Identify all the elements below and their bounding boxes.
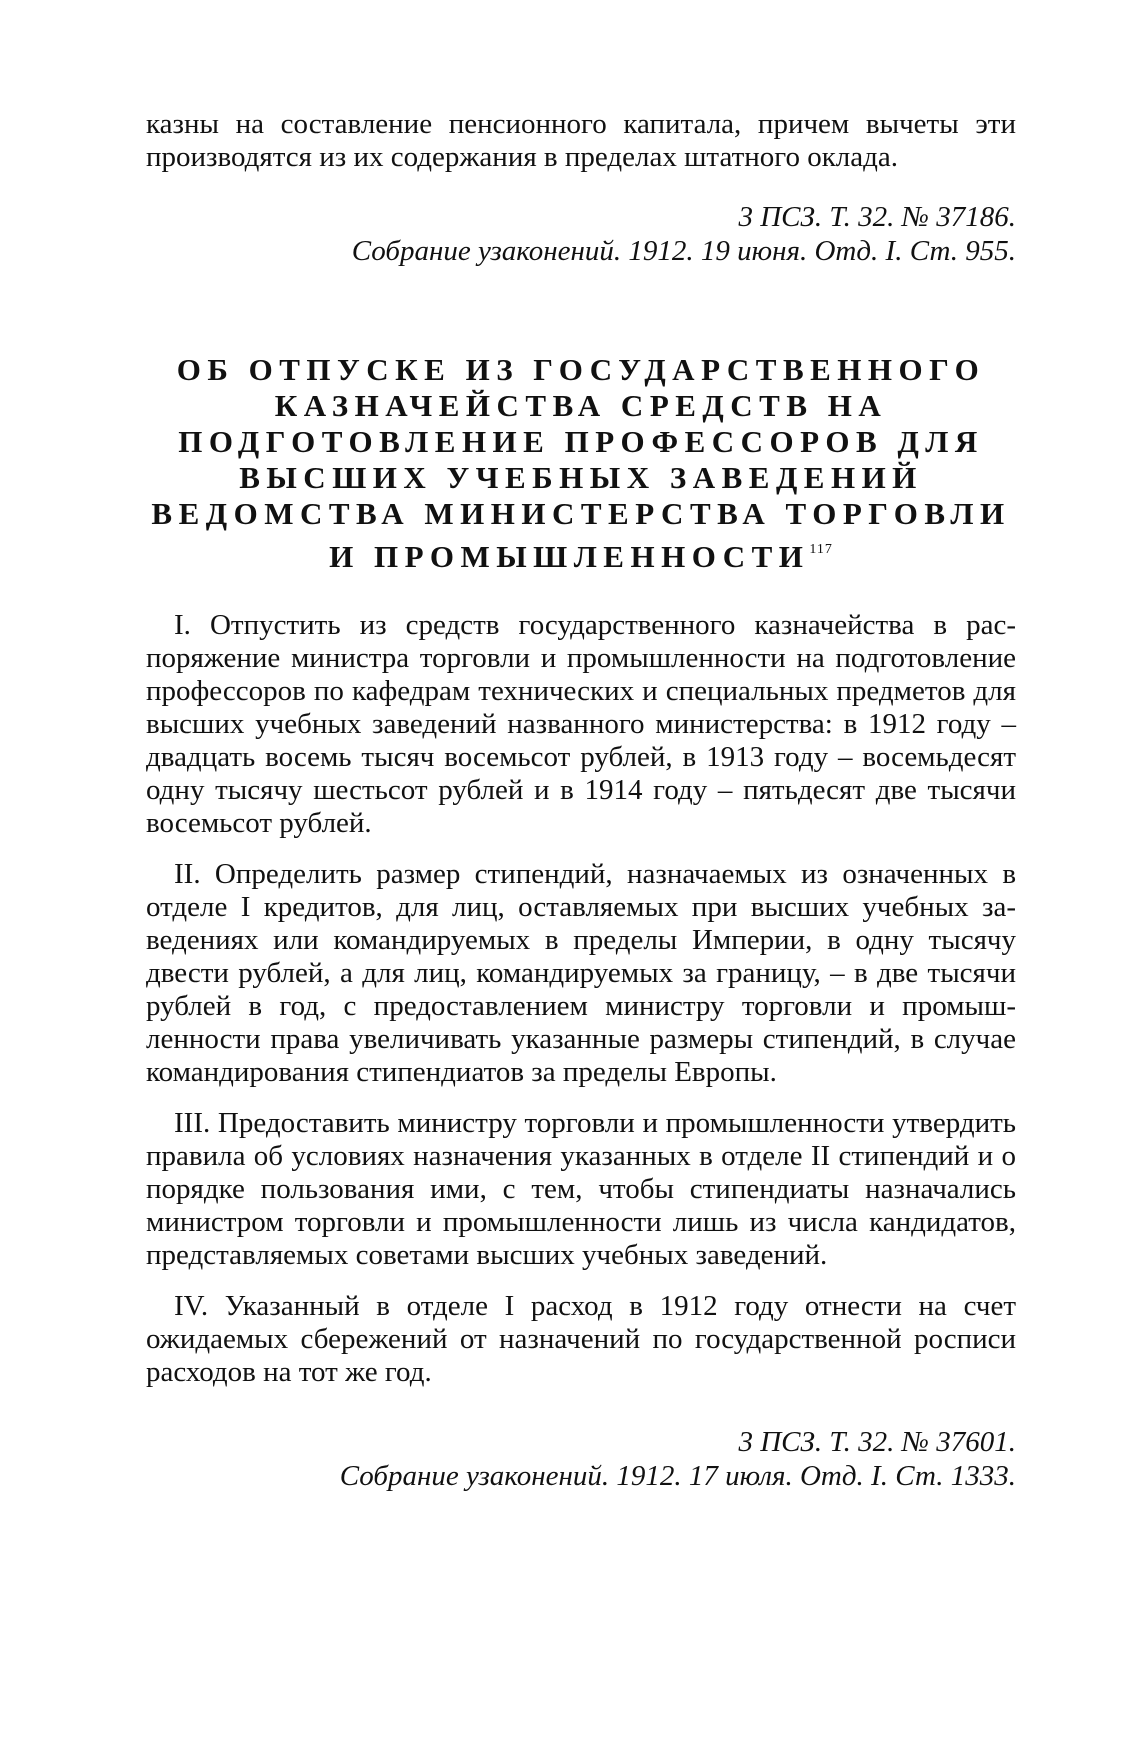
citation-2-line-2: Собрание узаконений. 1912. 17 июля. Отд. I. Ст. 1333. bbox=[339, 1460, 1016, 1492]
section-number: I. bbox=[174, 609, 191, 641]
section-text: Определить размер стипендий, назначаемых из означенных в отделе I кредитов, для лиц, оставляемых при высших учебных заведениях или командируемых в пределы Империи, в одну тысячу двести рублей, а для лиц, командируемых за границу, – в две тысячи рублей в год, с предоставлением министру торговли и промышленности права увеличивать указанные размеры стипендий, в случае командирования стипендиатов за пределы Европы. bbox=[146, 858, 1017, 1088]
heading-footnote-marker: 117 bbox=[809, 542, 833, 557]
section-4 bbox=[146, 1290, 1016, 1389]
section-1 bbox=[146, 609, 1016, 840]
section-number: IV. bbox=[174, 1290, 209, 1322]
section-text: Указанный в отделе I расход в 1912 году отнести на счет ожидаемых сбережений от назначений по государственной росписи расходов на тот же год. bbox=[146, 1290, 1016, 1388]
intro-paragraph: казны на составление пенсионного капитала, причем вычеты эти производятся из их содержания в пределах штатного оклада. bbox=[146, 108, 1016, 173]
document-heading bbox=[146, 352, 1016, 575]
citation-block-2 bbox=[146, 1425, 1016, 1493]
section-3 bbox=[146, 1107, 1016, 1272]
sections bbox=[146, 609, 1016, 1389]
section-text: Отпустить из средств государственного казначейства в распоряжение министра торговли и промышленности на подготовление профессоров по кафедрам технических и специальных предметов для высших учебных заведений названного министерства: в 1912 году – двадцать восемь тысяч восемьсот рублей, в 1913 году – восемьдесят одну тысячу шестьсот рублей и в 1914 году – пятьдесят две тысячи восемьсот рублей. bbox=[146, 609, 1017, 839]
citation-2-line-1: 3 ПСЗ. Т. 32. № 37601. bbox=[738, 1426, 1016, 1458]
section-2 bbox=[146, 858, 1016, 1089]
section-number: II. bbox=[174, 858, 201, 890]
citation-1-line-1: 3 ПСЗ. Т. 32. № 37186. bbox=[738, 201, 1016, 233]
citation-1-line-2: Собрание узаконений. 1912. 19 июня. Отд. I. Ст. 955. bbox=[351, 235, 1016, 267]
heading-text: ОБ ОТПУСКЕ ИЗ ГОСУДАРСТВЕННОГО КАЗНАЧЕЙСТВА СРЕДСТВ НА ПОДГОТОВЛЕНИЕ ПРОФЕССОРОВ ДЛЯ ВЫСШИХ УЧЕБНЫХ ЗАВЕДЕНИЙ ВЕДОМСТВА МИНИСТЕРСТВА ТОРГОВЛИ И ПРОМЫШЛЕННОСТИ bbox=[151, 352, 1011, 574]
citation-block-1 bbox=[146, 200, 1016, 268]
document-page bbox=[146, 108, 1016, 1493]
section-number: III. bbox=[174, 1107, 211, 1139]
section-text: Предоставить министру торговли и промышленности утвердить правила об условиях назначения указанных в отделе II стипендий и о порядке пользования ими, с тем, чтобы стипендиаты назначались министром торговли и промышленности лишь из числа кандидатов, представляемых советами высших учебных заведений. bbox=[146, 1107, 1016, 1271]
